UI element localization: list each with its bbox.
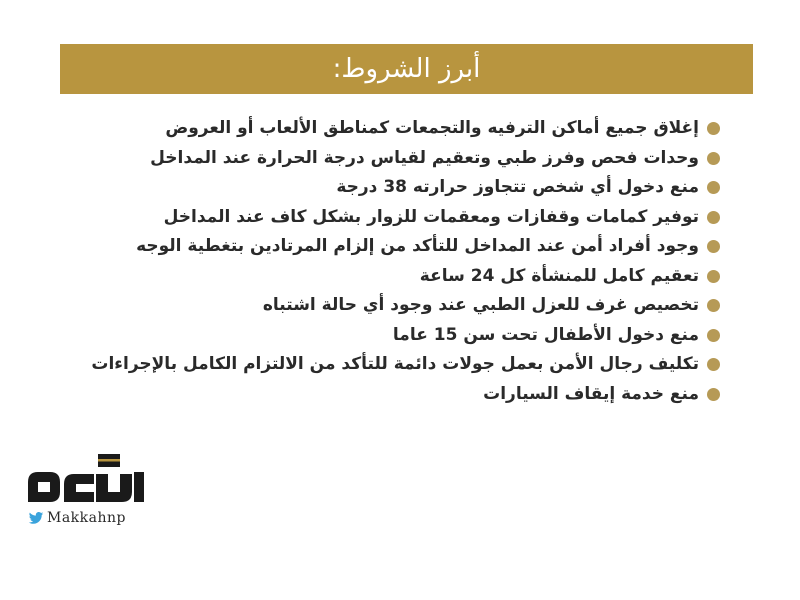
list-item [91, 291, 720, 321]
list-item [91, 262, 720, 292]
condition-text: منع خدمة إيقاف السيارات [483, 383, 699, 404]
condition-text: وجود أفراد أمن عند المداخل للتأكد من إلزام المرتادين بتغطية الوجه [136, 236, 699, 257]
bullet-dot [707, 181, 720, 194]
list-item [91, 380, 720, 410]
condition-text: منع دخول أي شخص تتجاوز حرارته 38 درجة [336, 177, 699, 198]
bullet-dot [707, 152, 720, 165]
bullet-dot [707, 240, 720, 253]
list-item [91, 350, 720, 380]
conditions-list [91, 114, 720, 409]
condition-text: تخصيص غرف للعزل الطبي عند وجود أي حالة اشتباه [262, 295, 699, 316]
condition-text: تكليف رجال الأمن بعمل جولات دائمة للتأكد من الالتزام الكامل بالإجراءات [91, 354, 699, 375]
bullet-dot [707, 211, 720, 224]
list-item [91, 232, 720, 262]
banner-title: أبرز الشروط: [332, 54, 481, 84]
bullet-dot [707, 122, 720, 135]
condition-text: توفير كمامات وقفازات ومعقمات للزوار بشكل كاف عند المداخل [163, 206, 699, 227]
list-item [91, 321, 720, 351]
list-item [91, 144, 720, 174]
bullet-dot [707, 388, 720, 401]
bullet-dot [707, 299, 720, 312]
bullet-dot [707, 358, 720, 371]
list-item [91, 173, 720, 203]
condition-text: تعقيم كامل للمنشأة كل 24 ساعة [419, 265, 699, 286]
list-item [91, 114, 720, 144]
makkah-logo-mark [24, 452, 148, 508]
condition-text: وحدات فحص وفرز طبي وتعقيم لقياس درجة الحرارة عند المداخل [150, 147, 699, 168]
list-item [91, 203, 720, 233]
handle-text: Makkahnp [47, 510, 126, 526]
twitter-handle [24, 510, 148, 526]
condition-text: إغلاق جميع أماكن الترفيه والتجمعات كمناطق الألعاب أو العروض [165, 118, 699, 139]
title-banner [60, 44, 753, 94]
twitter-bird-icon [28, 512, 44, 524]
bullet-dot [707, 270, 720, 283]
condition-text: منع دخول الأطفال تحت سن 15 عاما [392, 324, 699, 345]
bullet-dot [707, 329, 720, 342]
makkah-logo [24, 452, 148, 526]
